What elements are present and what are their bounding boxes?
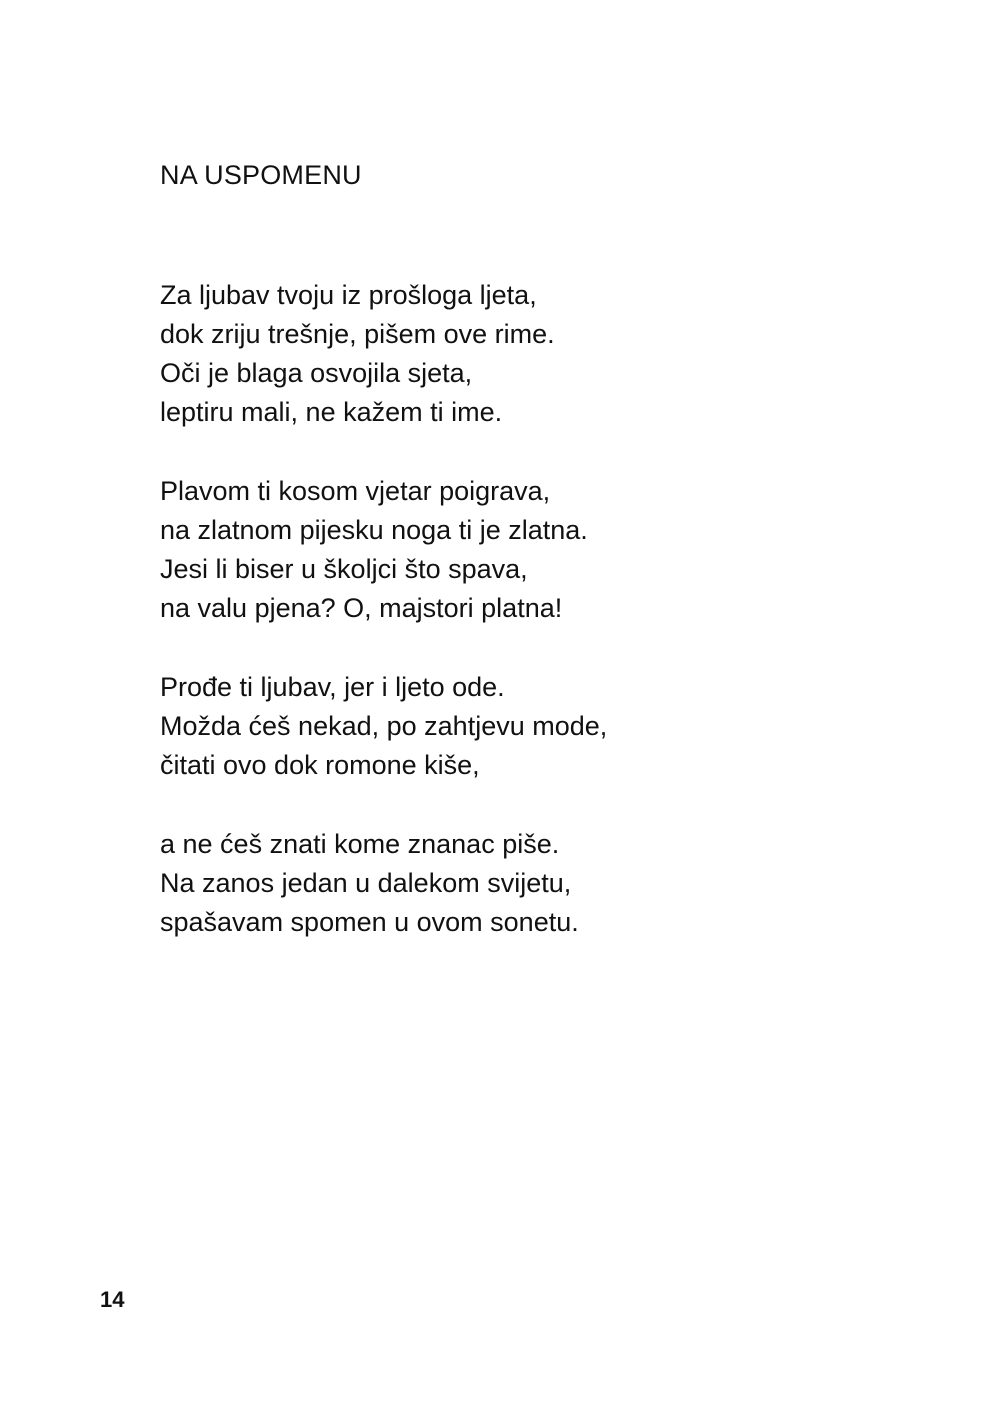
verse-line: leptiru mali, ne kažem ti ime. [160, 397, 503, 427]
verse-line: na valu pjena? O, majstori platna! [160, 593, 563, 623]
verse-line: spašavam spomen u ovom sonetu. [160, 907, 579, 937]
stanza-4 [160, 825, 579, 942]
stanza-2 [160, 472, 588, 628]
stanza-1 [160, 276, 555, 432]
verse-line: Plavom ti kosom vjetar poigrava, [160, 476, 551, 506]
verse-line: a ne ćeš znati kome znanac piše. [160, 829, 560, 859]
stanza-3 [160, 668, 607, 785]
verse-line: na zlatnom pijesku noga ti je zlatna. [160, 515, 588, 545]
verse-line: Na zanos jedan u dalekom svijetu, [160, 868, 572, 898]
verse-line: Jesi li biser u školjci što spava, [160, 554, 528, 584]
page-number: 14 [100, 1287, 125, 1312]
verse-line: Prođe ti ljubav, jer i ljeto ode. [160, 672, 505, 702]
verse-line: dok zriju trešnje, pišem ove rime. [160, 319, 555, 349]
verse-line: čitati ovo dok romone kiše, [160, 750, 480, 780]
verse-line: Za ljubav tvoju iz prošloga ljeta, [160, 280, 537, 310]
verse-line: Oči je blaga osvojila sjeta, [160, 358, 473, 388]
verse-line: Možda ćeš nekad, po zahtjevu mode, [160, 711, 608, 741]
poem-title: NA USPOMENU [160, 160, 362, 190]
